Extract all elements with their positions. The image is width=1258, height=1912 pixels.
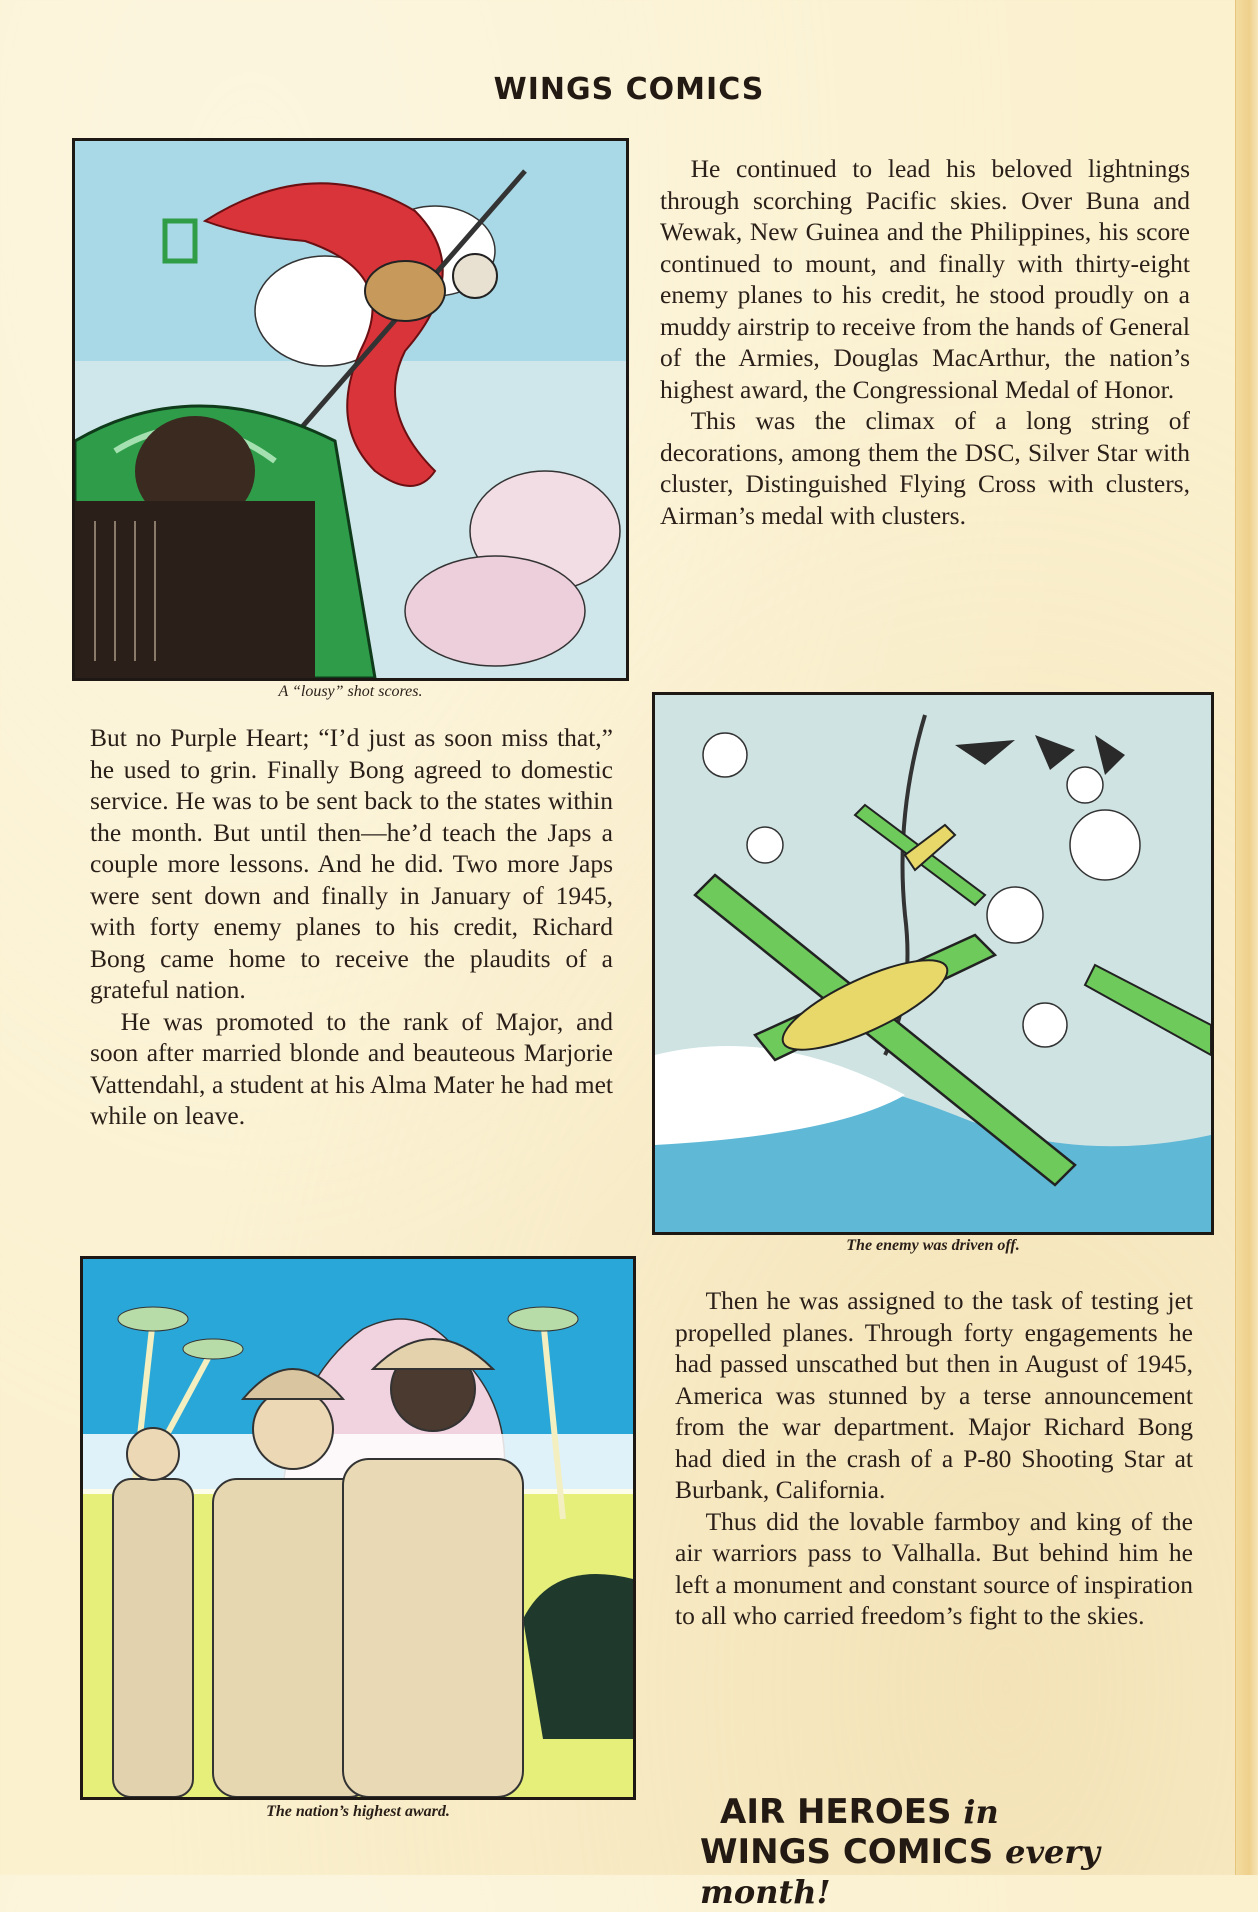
- page-edge: [1235, 0, 1258, 1875]
- paragraph: He was promoted to the rank of Major, and soon after married blonde and beauteous Marjorie Vattendahl, a student at his Alma Mater he had met while on leave.: [90, 1006, 613, 1130]
- paragraph: But no Purple Heart; “I’d just as soon miss that,” he used to grin. Finally Bong agreed to domestic service. He was to be sent back to the states within the month. But until then—he’d teach the Japs a couple more lessons. And he did. Two more Japs were sent down and finally in January of 1945, with forty enemy planes to his credit, Richard Bong came home to receive the plaudits of a grateful nation.: [90, 723, 613, 1004]
- paragraph: Then he was assigned to the task of testing jet propelled planes. Through forty engagements he had passed unscathed but then in August of 1945, America was stunned by a terse announcement from the war department. Major Richard Bong had died in the crash of a P-80 Shooting Star at Burbank, California.: [675, 1286, 1193, 1504]
- promo-line2-script: every month!: [700, 1833, 1100, 1911]
- article-column-bottom-right: [675, 1285, 1193, 1632]
- paragraph: He continued to lead his beloved lightnings through scorching Pacific skies. Over Buna and Wewak, New Guinea and the Philippines, his score continued to mount, and finally with thirty-eight enemy planes to his credit, he stood proudly on a muddy airstrip to receive from the hands of General of the Armies, Douglas MacArthur, the nation’s highest award, the Congressional Medal of Honor.: [660, 154, 1190, 404]
- paragraph: Thus did the lovable farmboy and king of the air warriors pass to Valhalla. But behind him he left a monument and constant source of inspiration to all who carried freedom’s fight to the skies.: [675, 1506, 1193, 1630]
- panel-3-caption: The nation’s highest award.: [266, 1803, 450, 1820]
- medal-ceremony-illustration: [83, 1259, 633, 1797]
- promo-line1-script: in: [963, 1793, 999, 1831]
- bomber-formation-illustration: [655, 695, 1211, 1232]
- comic-panel-lousy-shot: [72, 138, 629, 681]
- paragraph: This was the climax of a long string of decorations, among them the DSC, Silver Star with cluster, Distinguished Flying Cross with clusters, Airman’s medal with clusters.: [660, 406, 1190, 530]
- masthead-title: WINGS COMICS: [493, 72, 765, 107]
- article-column-top-right: [660, 153, 1190, 531]
- promo-line1-caps: AIR HEROES: [720, 1792, 952, 1832]
- dogfight-illustration: [75, 141, 626, 678]
- article-column-middle-left: [90, 722, 613, 1132]
- promo-line2-caps: WINGS COMICS: [700, 1832, 994, 1872]
- comic-panel-highest-award: [80, 1256, 636, 1800]
- panel-1-caption: A “lousy” shot scores.: [278, 683, 423, 700]
- promo-banner: [700, 1792, 1220, 1912]
- panel-2-caption: The enemy was driven off.: [846, 1237, 1020, 1254]
- comic-panel-enemy-driven-off: [652, 692, 1214, 1235]
